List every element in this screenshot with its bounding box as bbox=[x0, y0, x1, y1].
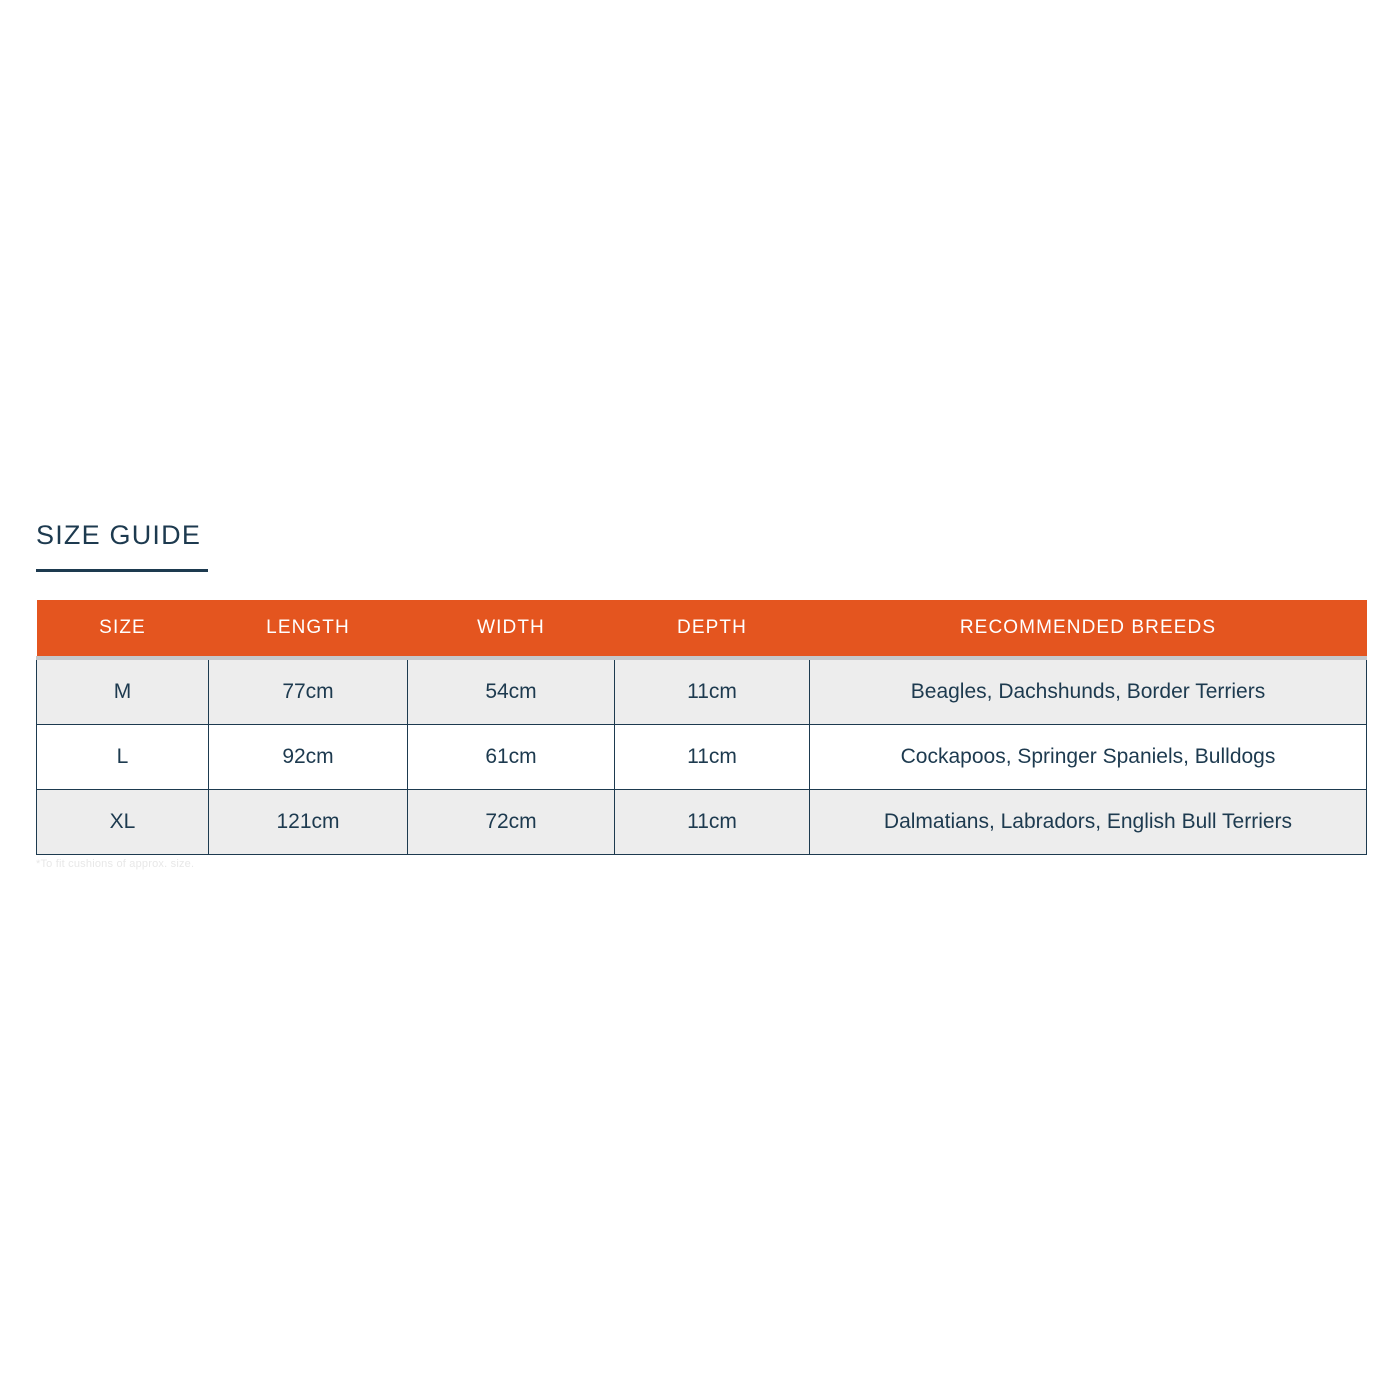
cell-length: 121cm bbox=[209, 790, 408, 855]
table-row bbox=[37, 790, 1367, 855]
column-header-recommended-breeds: RECOMMENDED BREEDS bbox=[810, 600, 1367, 658]
cell-size: M bbox=[37, 658, 209, 725]
cell-length: 77cm bbox=[209, 658, 408, 725]
table-body bbox=[37, 658, 1367, 855]
table-header bbox=[37, 600, 1367, 658]
column-header-width: WIDTH bbox=[408, 600, 615, 658]
title-block bbox=[36, 520, 1366, 561]
cell-breeds: Dalmatians, Labradors, English Bull Terriers bbox=[810, 790, 1367, 855]
cell-size: L bbox=[37, 725, 209, 790]
size-guide-table bbox=[36, 600, 1367, 855]
cell-depth: 11cm bbox=[615, 658, 810, 725]
cell-size: XL bbox=[37, 790, 209, 855]
footnote: *To fit cushions of approx. size. bbox=[36, 858, 195, 870]
table-row bbox=[37, 658, 1367, 725]
cell-depth: 11cm bbox=[615, 790, 810, 855]
page-title: SIZE GUIDE bbox=[36, 520, 202, 550]
size-guide-sheet bbox=[36, 520, 1366, 870]
column-header-size: SIZE bbox=[37, 600, 209, 658]
cell-breeds: Cockapoos, Springer Spaniels, Bulldogs bbox=[810, 725, 1367, 790]
column-header-depth: DEPTH bbox=[615, 600, 810, 658]
cell-length: 92cm bbox=[209, 725, 408, 790]
cell-width: 54cm bbox=[408, 658, 615, 725]
table-row bbox=[37, 725, 1367, 790]
table-header-row bbox=[37, 600, 1367, 658]
cell-width: 61cm bbox=[408, 725, 615, 790]
title-underline bbox=[36, 569, 208, 572]
cell-width: 72cm bbox=[408, 790, 615, 855]
cell-depth: 11cm bbox=[615, 725, 810, 790]
cell-breeds: Beagles, Dachshunds, Border Terriers bbox=[810, 658, 1367, 725]
column-header-length: LENGTH bbox=[209, 600, 408, 658]
